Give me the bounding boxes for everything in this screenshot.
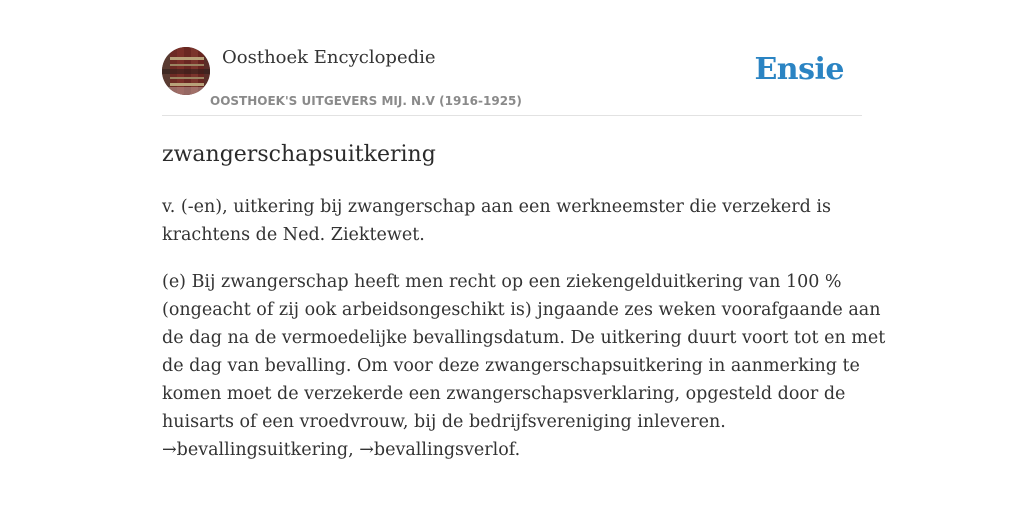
ensie-logo[interactable]: Ensie [754, 52, 844, 87]
text-line: (ongeacht of zij ook arbeidsongeschikt is) jngaande zes weken voorafgaande aan [162, 300, 881, 320]
crossref-separator: , [348, 440, 360, 460]
text-line: de dag na de vermoedelijke bevallingsdatum. De uitkering duurt voort tot en met [162, 328, 886, 348]
source-avatar[interactable] [162, 47, 210, 95]
source-title[interactable]: Oosthoek Encyclopedie [222, 47, 436, 68]
text-line: v. (-en), uitkering bij zwangerschap aan een werkneemster die verzekerd is [162, 197, 831, 217]
entry-headword: zwangerschapsuitkering [162, 142, 436, 167]
entry-body [162, 193, 886, 483]
crossref-link[interactable]: →bevallingsverlof [359, 440, 515, 460]
text-line: (e) Bij zwangerschap heeft men recht op een ziekengelduitkering van 100 % [162, 272, 842, 292]
explanation-paragraph [162, 268, 886, 464]
text-line: de dag van bevalling. Om voor deze zwangerschapsuitkering in aanmerking te [162, 356, 860, 376]
source-subtitle: OOSTHOEK'S UITGEVERS MIJ. N.V (1916-1925) [210, 94, 522, 108]
text-line: huisarts of een vroedvrouw, bij de bedrijfsvereniging inleveren. [162, 412, 726, 432]
text-line: komen moet de verzekerde een zwangerschapsverklaring, opgesteld door de [162, 384, 846, 404]
crossref-link[interactable]: →bevallingsuitkering [162, 440, 349, 460]
book-spines-icon [162, 47, 210, 95]
crossref-line [162, 436, 862, 464]
crossref-end: . [514, 440, 521, 460]
definition-paragraph [162, 193, 862, 249]
header-divider [162, 115, 862, 116]
text-line: krachtens de Ned. Ziektewet. [162, 225, 425, 245]
